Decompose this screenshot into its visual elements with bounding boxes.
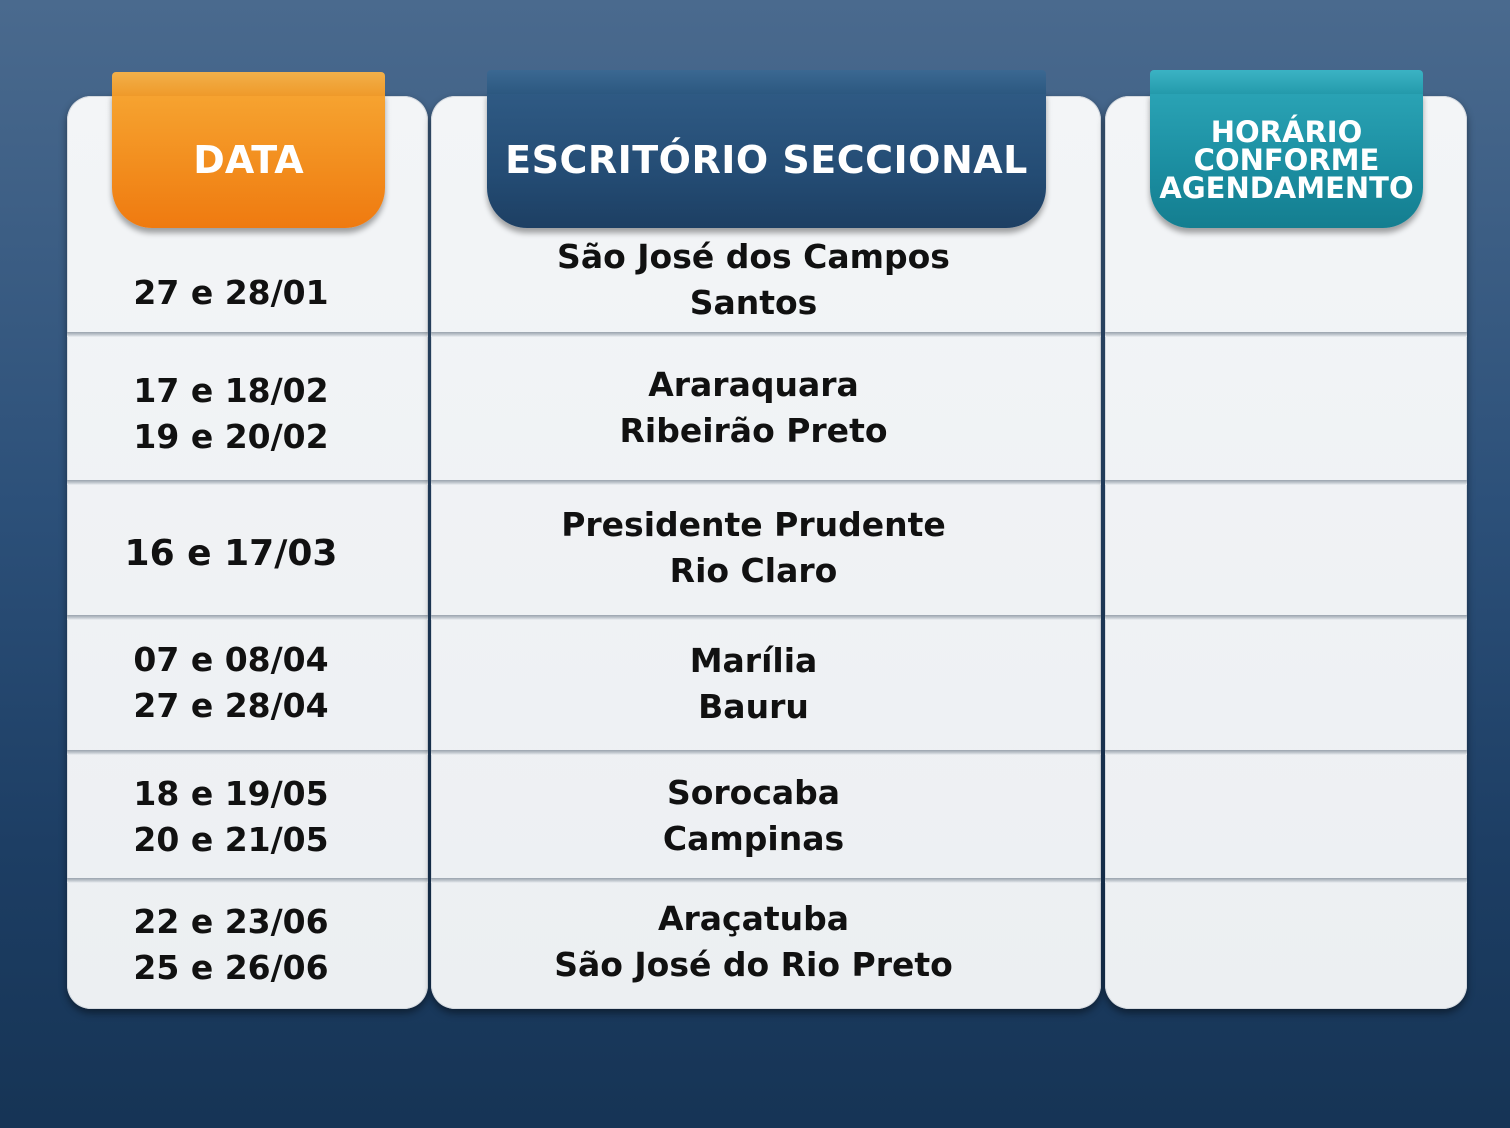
table-row-1-office <box>431 232 1076 328</box>
office-value: São José do Rio Preto <box>554 945 953 984</box>
table-row-5-date <box>67 769 395 865</box>
table-row-3-date <box>67 531 395 577</box>
row-divider <box>431 332 1101 337</box>
row-divider <box>431 480 1101 485</box>
table-row-4-office <box>431 636 1076 732</box>
table-row-6-date <box>67 897 395 993</box>
row-divider <box>67 750 428 755</box>
date-value: 19 e 20/02 <box>133 417 329 456</box>
time-header-line-1: HORÁRIO <box>1210 115 1363 149</box>
row-divider <box>1105 750 1467 755</box>
row-divider <box>1105 615 1467 620</box>
office-value: Marília <box>689 641 818 680</box>
table-row-2-office <box>431 360 1076 456</box>
time-header-line-2: CONFORME <box>1193 143 1380 177</box>
office-value: Araraquara <box>648 365 859 404</box>
date-value: 20 e 21/05 <box>133 820 329 859</box>
date-value: 27 e 28/04 <box>133 686 329 725</box>
office-value: Bauru <box>698 687 809 726</box>
row-divider <box>67 332 428 337</box>
table-row-6-office <box>431 894 1076 990</box>
office-value: Rio Claro <box>669 551 838 590</box>
row-divider <box>431 615 1101 620</box>
date-value: 07 e 08/04 <box>133 640 329 679</box>
office-header-label: ESCRITÓRIO SECCIONAL <box>505 138 1028 182</box>
office-value: São José dos Campos <box>557 237 950 276</box>
office-header <box>487 92 1046 228</box>
office-value: Ribeirão Preto <box>619 411 888 450</box>
office-value: Araçatuba <box>657 899 850 938</box>
row-divider <box>67 615 428 620</box>
row-divider <box>1105 480 1467 485</box>
row-divider <box>67 878 428 883</box>
office-value: Santos <box>689 283 818 322</box>
time-column <box>1105 96 1467 1009</box>
table-row-5-office <box>431 768 1076 864</box>
table-row-2-date <box>67 366 395 462</box>
row-divider <box>67 480 428 485</box>
date-value: 18 e 19/05 <box>133 774 329 813</box>
table-row-1-date <box>67 270 395 316</box>
date-header <box>112 92 385 228</box>
date-value: 16 e 17/03 <box>124 533 338 574</box>
row-divider <box>431 878 1101 883</box>
office-value: Campinas <box>662 819 845 858</box>
date-header-label: DATA <box>193 138 304 182</box>
time-header-line-3: AGENDAMENTO <box>1159 171 1414 205</box>
table-row-3-office <box>431 500 1076 596</box>
date-value: 22 e 23/06 <box>133 902 329 941</box>
office-value: Sorocaba <box>666 773 841 812</box>
row-divider <box>431 750 1101 755</box>
date-value: 25 e 26/06 <box>133 948 329 987</box>
date-value: 27 e 28/01 <box>133 273 329 312</box>
table-row-4-date <box>67 635 395 731</box>
time-header <box>1150 92 1423 228</box>
office-value: Presidente Prudente <box>561 505 946 544</box>
row-divider <box>1105 332 1467 337</box>
row-divider <box>1105 878 1467 883</box>
date-value: 17 e 18/02 <box>133 371 329 410</box>
